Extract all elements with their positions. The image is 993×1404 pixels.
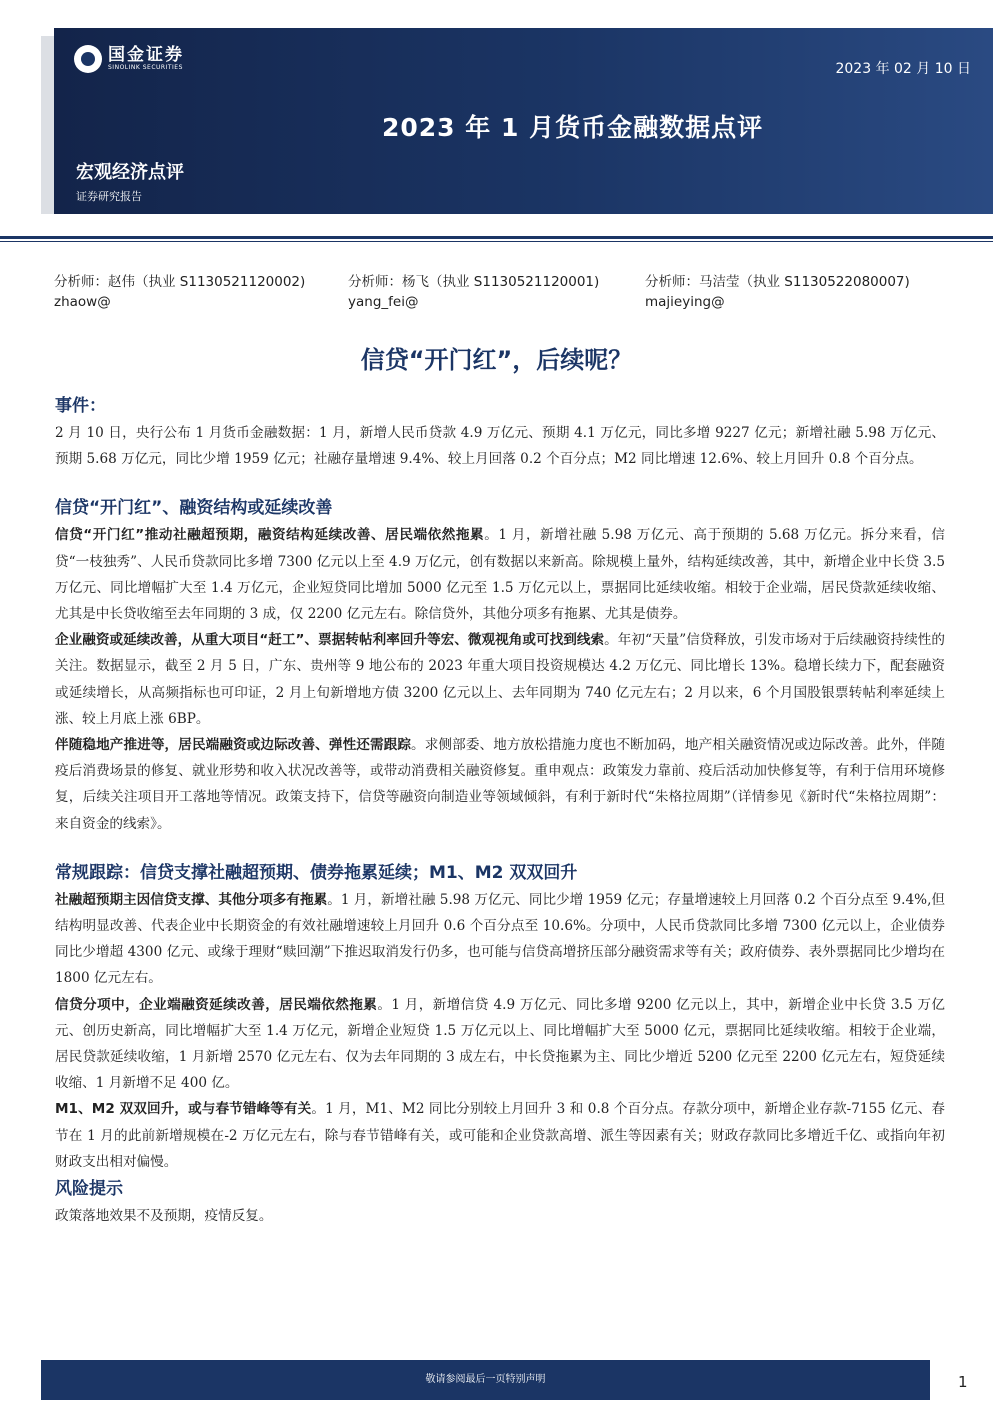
analyst-2 <box>348 272 599 312</box>
para-text: 。1 月，M1、M2 同比分别较上月回升 3 和 0.8 个百分点。存款分项中，新增企业存款-7155 亿元、春节在 1 月的此前新增规模在-2 万亿元左右，除与春节错峰有关，或可能和企业贷款高增、派生等因素有关；财政存款同比多增近千亿、或指向年初财政支出相对偏慢。 <box>55 1101 945 1170</box>
logo-icon <box>74 45 102 73</box>
para-lead: M1、M2 双双回升，或与春节错峰等有关 <box>55 1101 312 1118</box>
section-heading-risk: 风险提示 <box>55 1179 123 1200</box>
para-text: 。求侧部委、地方放松措施力度也不断加码，地产相关融资情况或边际改善。此外，伴随疫后消费场景的修复、就业形势和收入状况改善等，或带动消费相关融资修复。重申观点：政策发力靠前、疫后活动加快修复等，有利于信用环境修复，后续关注项目开工落地等情况。政策支持下，信贷等融资向制造业等领域倾斜，有利于新时代“朱格拉周期”（详情参见《新时代“朱格拉周期”：来自资金的线索》。 <box>55 737 946 832</box>
analyst-1 <box>54 272 305 312</box>
para-lead: 信贷“开门红”推动社融超预期，融资结构延续改善、居民端依然拖累 <box>55 527 485 544</box>
analyst-name: 分析师：杨飞（执业 S1130521120001) <box>348 274 600 290</box>
document-title: 2023 年 1 月货币金融数据点评 <box>382 113 764 142</box>
para-text: 。1 月，新增社融 5.98 万亿元、高于预期的 5.68 万亿元。拆分来看，信贷“一枝独秀”、人民币贷款同比多增 7300 亿元以上至 4.9 万亿元，创有数据以来新高。除规模上量外，结构延续改善，其中，新增企业中长贷 3.5 万亿元、同比增幅扩大至 1.4 万亿元，企业短贷同比增加 5000 亿元至 1.5 万亿元以上，票据同比延续收缩。相较于企业端，居民贷款延续收缩、尤其是中长贷收缩至去年同期的 3 成，仅 2200 亿元左右。除信贷外，其他分项多有拖累、尤其是债券。 <box>55 527 945 623</box>
analyst-3 <box>645 272 910 312</box>
analyst-email: zhaow@ <box>54 294 111 310</box>
header-divider <box>0 236 993 239</box>
analyst-name: 分析师：赵伟（执业 S1130521120002) <box>54 274 306 290</box>
tracking-paragraph-2 <box>55 992 945 1097</box>
para-lead: 企业融资或延续改善，从重大项目“赶工”、票据转帖利率回升等宏、微观视角或可找到线索 <box>55 632 605 649</box>
analyst-email: yang_fei@ <box>348 294 419 310</box>
para-text: 。1 月，新增社融 5.98 万亿元、同比少增 1959 亿元；存量增速较上月回落 0.2 个百分点至 9.4%,但结构明显改善、代表企业中长期资金的有效社融增速较上月回升 0.6 个百分点至 10.6%。分项中，人民币贷款同比多增 7300 亿元以上，企业债券同比少增超 4300 亿元、或缘于理财“赎回潮”下推迟取消发行仍多，也可能与信贷高增挤压部分融资需求等有关；政府债券、表外票据同比少增均在 1800 亿元左右。 <box>55 891 946 987</box>
section-heading-credit: 信贷“开门红”、融资结构或延续改善 <box>55 498 333 519</box>
event-paragraph: 2 月 10 日，央行公布 1 月货币金融数据：1 月，新增人民币贷款 4.9 万亿元、预期 4.1 万亿元，同比多增 9227 亿元；新增社融 5.98 万亿元、预期 5.68 万亿元，同比少增 1959 亿元；社融存量增速 9.4%、较上月回落 0.2 个百分点；M2 同比增速 12.6%、较上月回升 0.8 个百分点。 <box>55 425 945 468</box>
page-number: 1 <box>958 1373 968 1391</box>
para-lead: 伴随稳地产推进等，居民端融资或边际改善、弹性还需跟踪 <box>55 737 412 754</box>
credit-paragraph-3 <box>55 732 945 837</box>
credit-paragraph-2 <box>55 627 945 732</box>
credit-paragraph-1 <box>55 522 945 627</box>
para-text: 。1 月，新增信贷 4.9 万亿元、同比多增 9200 亿元以上，其中，新增企业中长贷 3.5 万亿元、创历史新高，同比增幅扩大至 1.4 万亿元，新增企业短贷 1.5 万亿元以上、同比增幅扩大至 5000 亿元，票据同比延续收缩。相较于企业端，居民贷款延续收缩，1 月新增 2570 亿元左右、仅为去年同期的 3 成左右，中长贷拖累为主、同比少增近 5200 亿元至 2200 亿元左右，短贷延续收缩、1 月新增不足 400 亿。 <box>55 996 945 1092</box>
report-date: 2023 年 02 月 10 日 <box>835 61 971 77</box>
main-title: 信贷“开门红”，后续呢？ <box>360 346 633 374</box>
logo-cn-text: 国金证券 <box>108 45 184 65</box>
header-divider-thin <box>0 241 993 242</box>
footer-disclaimer: 敬请参阅最后一页特别声明 <box>425 1374 546 1385</box>
analyst-email: majieying@ <box>645 294 725 310</box>
report-type: 证券研究报告 <box>76 190 142 203</box>
para-lead: 社融超预期主因信贷支撑、其他分项多有拖累 <box>55 891 328 908</box>
company-logo <box>74 42 184 76</box>
section-heading-tracking: 常规跟踪：信贷支撑社融超预期、债券拖累延续；M1、M2 双双回升 <box>55 862 578 883</box>
logo-en-text: SINOLINK SECURITIES <box>108 64 183 71</box>
tracking-paragraph-3 <box>55 1096 945 1175</box>
report-category: 宏观经济点评 <box>76 162 184 183</box>
risk-paragraph: 政策落地效果不及预期，疫情反复。 <box>55 1208 273 1225</box>
analyst-name: 分析师：马洁莹（执业 S1130522080007) <box>645 274 910 290</box>
para-lead: 信贷分项中，企业端融资延续改善，居民端依然拖累 <box>55 996 378 1013</box>
tracking-paragraph-1 <box>55 887 945 992</box>
report-body <box>55 392 945 1229</box>
section-heading-event: 事件： <box>55 396 106 416</box>
para-text: 。年初“天量”信贷释放，引发市场对于后续融资持续性的关注。数据显示，截至 2 月 5 日，广东、贵州等 9 地公布的 2023 年重大项目投资规模达 4.2 万亿元、同比增长 13%。稳增长续力下，配套融资或延续增长，从高频指标也可印证，2 月上旬新增地方债 3200 亿元以上、去年同期为 740 亿元左右；2 月以来，6 个月国股银票转帖利率延续上涨、较上月底上涨 6BP。 <box>55 632 945 727</box>
